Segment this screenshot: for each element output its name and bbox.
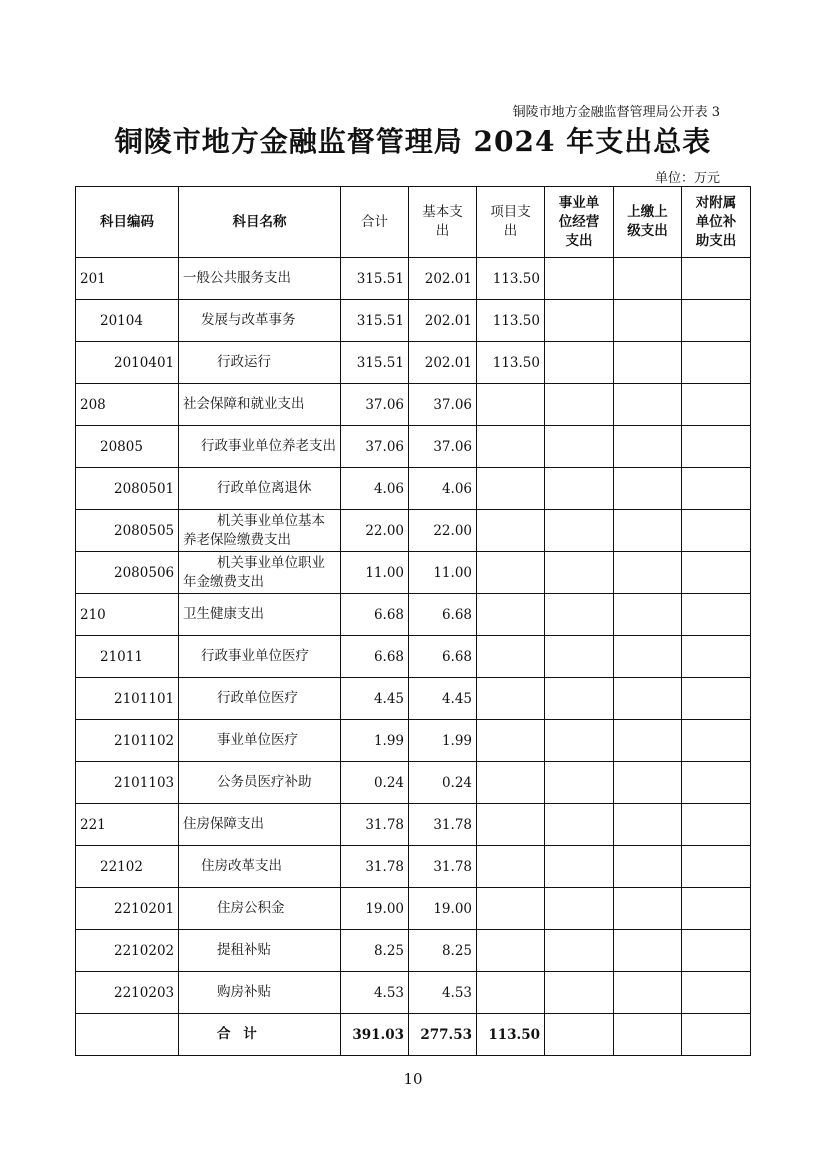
row-project — [477, 510, 545, 552]
row-subsidy — [682, 384, 751, 426]
row-name: 住房公积金 — [179, 888, 341, 930]
row-name: 提租补贴 — [179, 930, 341, 972]
row-total: 6.68 — [341, 636, 409, 678]
row-name: 机关事业单位职业年金缴费支出 — [179, 552, 341, 594]
row-upper — [614, 846, 682, 888]
expenditure-table — [75, 186, 751, 1056]
row-business — [545, 594, 614, 636]
row-subsidy — [682, 972, 751, 1014]
row-subsidy — [682, 930, 751, 972]
row-project — [477, 594, 545, 636]
row-upper — [614, 552, 682, 594]
row-basic: 202.01 — [409, 300, 477, 342]
row-basic: 11.00 — [409, 552, 477, 594]
row-upper — [614, 804, 682, 846]
page-number: 10 — [403, 1070, 423, 1088]
row-subsidy — [682, 720, 751, 762]
row-business — [545, 300, 614, 342]
row-basic: 22.00 — [409, 510, 477, 552]
row-code: 2080505 — [76, 510, 179, 552]
col-header-upper: 上缴上级支出 — [614, 187, 682, 258]
table-row — [76, 342, 751, 384]
row-name: 购房补贴 — [179, 972, 341, 1014]
row-subsidy — [682, 510, 751, 552]
row-code: 2210203 — [76, 972, 179, 1014]
total-subsidy — [682, 1014, 751, 1056]
row-basic: 0.24 — [409, 762, 477, 804]
row-project — [477, 972, 545, 1014]
row-upper — [614, 384, 682, 426]
total-basic: 277.53 — [409, 1014, 477, 1056]
row-business — [545, 258, 614, 300]
row-total: 6.68 — [341, 594, 409, 636]
row-code: 208 — [76, 384, 179, 426]
col-header-project: 项目支出 — [477, 187, 545, 258]
total-project: 113.50 — [477, 1014, 545, 1056]
table-row — [76, 426, 751, 468]
row-code: 201 — [76, 258, 179, 300]
row-business — [545, 678, 614, 720]
row-upper — [614, 972, 682, 1014]
row-upper — [614, 594, 682, 636]
row-name: 行政运行 — [179, 342, 341, 384]
row-project — [477, 804, 545, 846]
row-subsidy — [682, 678, 751, 720]
row-subsidy — [682, 468, 751, 510]
row-project — [477, 426, 545, 468]
unit-label: 单位：万元 — [654, 171, 720, 186]
row-basic: 4.53 — [409, 972, 477, 1014]
row-total: 4.06 — [341, 468, 409, 510]
row-business — [545, 804, 614, 846]
row-project — [477, 678, 545, 720]
table-row — [76, 678, 751, 720]
row-basic: 8.25 — [409, 930, 477, 972]
row-name: 行政事业单位养老支出 — [179, 426, 341, 468]
row-code: 2010401 — [76, 342, 179, 384]
row-business — [545, 510, 614, 552]
row-name: 行政事业单位医疗 — [179, 636, 341, 678]
row-basic: 37.06 — [409, 426, 477, 468]
page-title: 铜陵市地方金融监督管理局 2024 年支出总表 — [114, 125, 712, 158]
row-upper — [614, 930, 682, 972]
table-row — [76, 636, 751, 678]
total-label: 合 计 — [179, 1014, 341, 1056]
row-code: 22102 — [76, 846, 179, 888]
row-business — [545, 552, 614, 594]
row-code: 2210202 — [76, 930, 179, 972]
row-project — [477, 762, 545, 804]
total-upper — [614, 1014, 682, 1056]
row-total: 1.99 — [341, 720, 409, 762]
col-header-code: 科目编码 — [76, 187, 179, 258]
table-row — [76, 300, 751, 342]
row-subsidy — [682, 258, 751, 300]
row-project — [477, 720, 545, 762]
row-name: 机关事业单位基本养老保险缴费支出 — [179, 510, 341, 552]
row-project — [477, 888, 545, 930]
row-subsidy — [682, 846, 751, 888]
row-name: 行政单位离退休 — [179, 468, 341, 510]
row-business — [545, 342, 614, 384]
row-basic: 19.00 — [409, 888, 477, 930]
row-project — [477, 468, 545, 510]
row-upper — [614, 510, 682, 552]
row-business — [545, 720, 614, 762]
row-code: 20104 — [76, 300, 179, 342]
table-row — [76, 972, 751, 1014]
row-total: 315.51 — [341, 258, 409, 300]
row-upper — [614, 426, 682, 468]
row-upper — [614, 258, 682, 300]
row-total: 31.78 — [341, 846, 409, 888]
row-basic: 6.68 — [409, 594, 477, 636]
col-header-basic: 基本支出 — [409, 187, 477, 258]
row-subsidy — [682, 888, 751, 930]
row-code: 210 — [76, 594, 179, 636]
total-sum: 391.03 — [341, 1014, 409, 1056]
row-basic: 4.45 — [409, 678, 477, 720]
row-basic: 37.06 — [409, 384, 477, 426]
row-project — [477, 636, 545, 678]
row-business — [545, 384, 614, 426]
row-name: 住房保障支出 — [179, 804, 341, 846]
table-header-row — [76, 187, 751, 258]
row-project — [477, 930, 545, 972]
row-total: 37.06 — [341, 384, 409, 426]
row-code: 2080501 — [76, 468, 179, 510]
row-code: 2080506 — [76, 552, 179, 594]
row-total: 37.06 — [341, 426, 409, 468]
col-header-subsidy: 对附属单位补助支出 — [682, 187, 751, 258]
row-basic: 31.78 — [409, 804, 477, 846]
row-upper — [614, 342, 682, 384]
row-total: 11.00 — [341, 552, 409, 594]
row-business — [545, 762, 614, 804]
row-total: 4.45 — [341, 678, 409, 720]
row-basic: 6.68 — [409, 636, 477, 678]
row-basic: 4.06 — [409, 468, 477, 510]
row-subsidy — [682, 552, 751, 594]
row-code: 221 — [76, 804, 179, 846]
row-basic: 31.78 — [409, 846, 477, 888]
table-row — [76, 510, 751, 552]
total-code-cell — [76, 1014, 179, 1056]
row-name: 公务员医疗补助 — [179, 762, 341, 804]
table-row — [76, 594, 751, 636]
row-name: 住房改革支出 — [179, 846, 341, 888]
table-row — [76, 888, 751, 930]
table-row — [76, 552, 751, 594]
row-upper — [614, 720, 682, 762]
row-upper — [614, 468, 682, 510]
row-subsidy — [682, 804, 751, 846]
row-business — [545, 468, 614, 510]
header-note: 铜陵市地方金融监督管理局公开表 3 — [512, 105, 720, 120]
row-subsidy — [682, 342, 751, 384]
row-business — [545, 972, 614, 1014]
row-total: 31.78 — [341, 804, 409, 846]
row-code: 20805 — [76, 426, 179, 468]
row-name: 卫生健康支出 — [179, 594, 341, 636]
row-code: 2210201 — [76, 888, 179, 930]
row-project — [477, 846, 545, 888]
row-total: 315.51 — [341, 342, 409, 384]
row-project: 113.50 — [477, 300, 545, 342]
row-business — [545, 888, 614, 930]
row-name: 一般公共服务支出 — [179, 258, 341, 300]
row-total: 22.00 — [341, 510, 409, 552]
row-total: 0.24 — [341, 762, 409, 804]
row-project: 113.50 — [477, 342, 545, 384]
row-code: 21011 — [76, 636, 179, 678]
row-name: 行政单位医疗 — [179, 678, 341, 720]
table-row — [76, 720, 751, 762]
row-project: 113.50 — [477, 258, 545, 300]
table-row — [76, 846, 751, 888]
table-row — [76, 258, 751, 300]
table-row — [76, 930, 751, 972]
row-upper — [614, 762, 682, 804]
row-business — [545, 846, 614, 888]
col-header-business: 事业单位经营支出 — [545, 187, 614, 258]
row-subsidy — [682, 594, 751, 636]
row-subsidy — [682, 300, 751, 342]
row-upper — [614, 678, 682, 720]
row-basic: 202.01 — [409, 342, 477, 384]
row-total: 19.00 — [341, 888, 409, 930]
row-subsidy — [682, 636, 751, 678]
col-header-total: 合计 — [341, 187, 409, 258]
row-business — [545, 930, 614, 972]
table-row — [76, 468, 751, 510]
row-basic: 202.01 — [409, 258, 477, 300]
total-row — [76, 1014, 751, 1056]
row-code: 2101102 — [76, 720, 179, 762]
row-code: 2101103 — [76, 762, 179, 804]
table-row — [76, 762, 751, 804]
row-name: 事业单位医疗 — [179, 720, 341, 762]
row-upper — [614, 888, 682, 930]
row-total: 8.25 — [341, 930, 409, 972]
col-header-name: 科目名称 — [179, 187, 341, 258]
row-business — [545, 636, 614, 678]
row-total: 315.51 — [341, 300, 409, 342]
row-upper — [614, 636, 682, 678]
row-code: 2101101 — [76, 678, 179, 720]
row-business — [545, 426, 614, 468]
table-row — [76, 384, 751, 426]
total-business — [545, 1014, 614, 1056]
row-name: 社会保障和就业支出 — [179, 384, 341, 426]
table-row — [76, 804, 751, 846]
row-name: 发展与改革事务 — [179, 300, 341, 342]
row-upper — [614, 300, 682, 342]
row-total: 4.53 — [341, 972, 409, 1014]
row-subsidy — [682, 762, 751, 804]
row-project — [477, 552, 545, 594]
row-basic: 1.99 — [409, 720, 477, 762]
row-subsidy — [682, 426, 751, 468]
row-project — [477, 384, 545, 426]
